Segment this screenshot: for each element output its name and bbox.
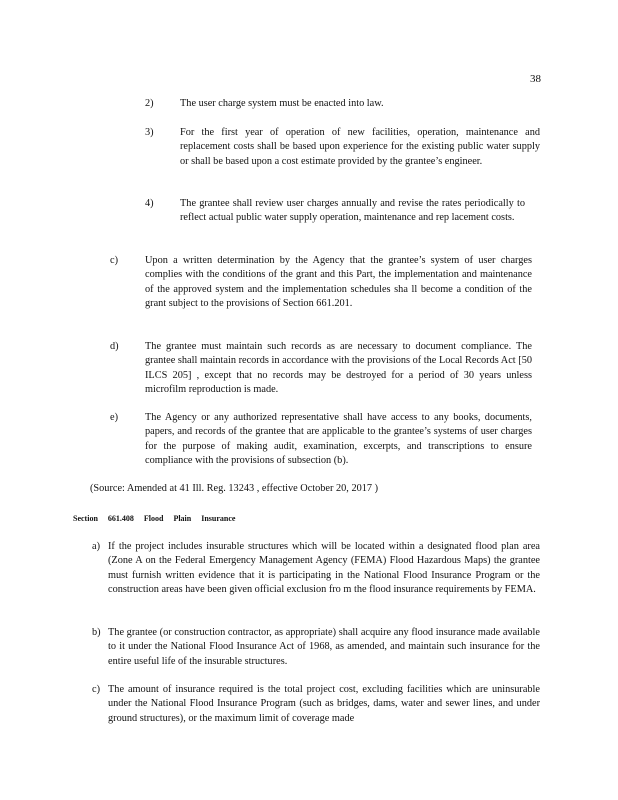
list-item — [110, 411, 532, 471]
item-text: The grantee shall review user charges annually and revise the rates periodically to reflect actual public water supply operation, maintenance and rep lacement costs. — [180, 198, 525, 224]
item-text: The grantee (or construction contractor, as appropriate) shall acquire any flood insurance made available to it under the National Flood Insurance Act of 1968, as amended, and maintain such insurance for the entire useful life of the insurable structures. — [108, 627, 540, 667]
item-text: The user charge system must be enacted into law. — [180, 98, 384, 109]
list-item — [110, 340, 532, 400]
item-text: If the project includes insurable structures which will be located within a designated flood plan area (Zone A on the Federal Emergency Management Agency (FEMA) Flood Hazardous Maps) the grantee must furnish written evidence that it is participating in the National Flood Insurance Program or the construction areas have been given official exclusion fro m the flood insurance requirements by FEMA. — [108, 541, 540, 595]
list-item — [110, 254, 532, 328]
section-item — [92, 683, 540, 729]
item-label: 3) — [145, 127, 154, 138]
item-label: b) — [92, 627, 101, 638]
source-note: (Source: Amended at 41 Ill. Reg. 13243 , effective October 20, 2017 ) — [90, 483, 379, 494]
section-heading: Section 661.408 Flood Plain Insurance — [73, 514, 236, 523]
item-text: Upon a written determination by the Agency that the grantee’s system of user charges complies with the conditions of the grant and this Part, the implementation and maintenance of the approved system and the implementation schedules sha ll become a condition of the grant subject to the provisions of Section 661.201. — [145, 255, 532, 309]
item-text: The grantee must maintain such records as are necessary to document compliance. The grantee shall maintain records in accordance with the provisions of the Local Records Act [50 ILCS 205] , except that no records may be destroyed for a period of 30 years unless microfilm reproduction is made. — [145, 341, 532, 395]
item-label: d) — [110, 341, 119, 352]
section-item — [92, 626, 540, 672]
item-label: 2) — [145, 98, 154, 109]
item-text: The amount of insurance required is the total project cost, excluding facilities which are uninsurable under the National Flood Insurance Program (such as bridges, dams, water and sewer lines, and under ground structures), or the maximum limit of coverage made — [108, 684, 540, 724]
item-label: e) — [110, 412, 118, 423]
item-label: c) — [92, 684, 100, 695]
list-item — [145, 197, 540, 243]
item-text: For the first year of operation of new facilities, operation, maintenance and replacement costs shall be based upon experience for the existing public water supply or shall be based upon a cost estimate provided by the grantee’s engineer. — [180, 127, 540, 167]
item-label: 4) — [145, 198, 154, 209]
page-number: 38 — [530, 73, 541, 85]
item-label: c) — [110, 255, 118, 266]
list-item — [145, 97, 540, 113]
section-item — [92, 540, 540, 614]
item-text: The Agency or any authorized representative shall have access to any books, documents, papers, and records of the grantee that are applicable to the grantee’s systems of user charges for the purpose of making audit, examination, excerpts, and transcriptions to ensure compliance with the provisions of subsection (b). — [145, 412, 532, 466]
list-item — [145, 126, 540, 186]
item-label: a) — [92, 541, 100, 552]
